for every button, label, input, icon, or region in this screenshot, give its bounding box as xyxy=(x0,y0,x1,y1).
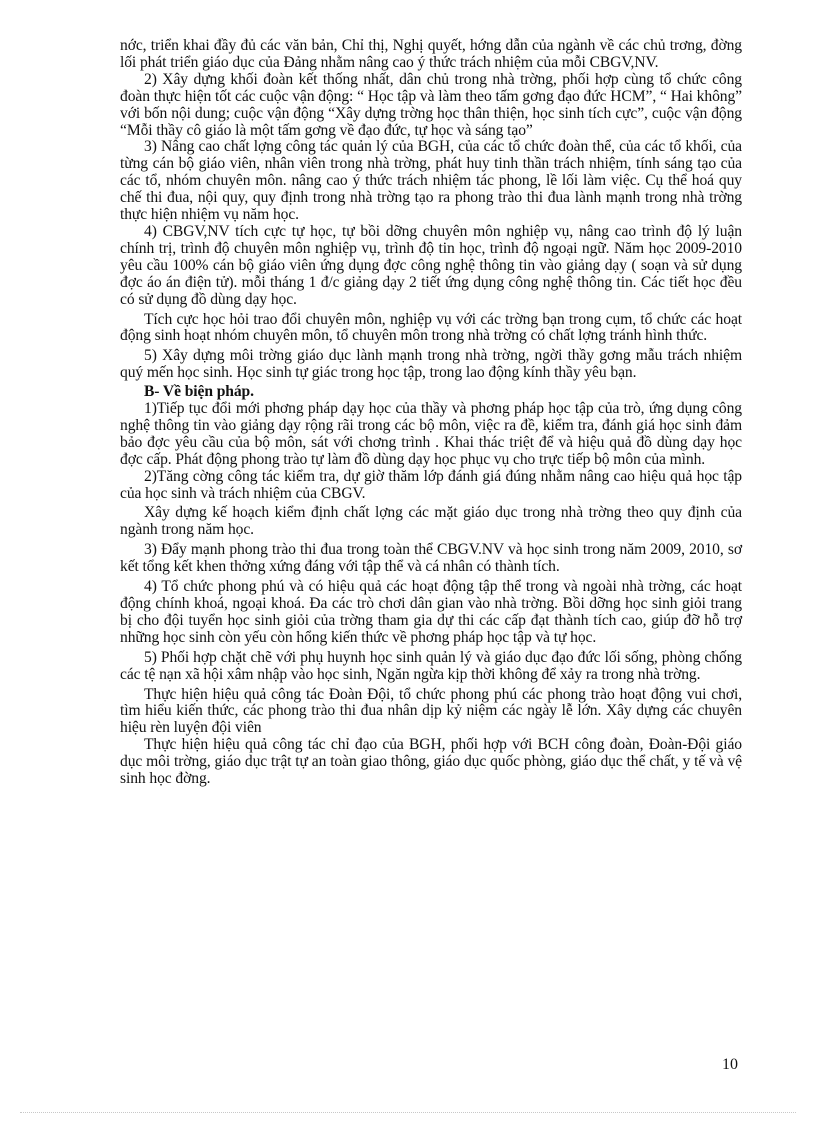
paragraph-active-learning: Tích cực học hỏi trao đổi chuyên môn, nghiệp vụ với các trờng bạn trong cụm, tổ chức các hoạt động sinh hoạt nhóm chuyên môn, tổ chuyên môn trong nhà trờng có chất lợng tránh hình thức. xyxy=(120,310,742,345)
document-body xyxy=(120,38,742,788)
paragraph-item-5: 5) Xây dựng môi trờng giáo dục lành mạnh trong nhà trờng, ngời thầy gơng mẫu trách nhiệm quý mến học sinh. Học sinh tự giác trong học tập, trong lao động kính thầy yêu bạn. xyxy=(120,347,742,382)
paragraph-item-4: 4) CBGV,NV tích cực tự học, tự bồi dỡng chuyên môn nghiệp vụ, nâng cao trình độ lý luận chính trị, trình độ chuyên môn nghiệp vụ, trình độ tin học, trình độ ngoại ngữ. Năm học 2009-2010 yêu cầu 100% cán bộ giáo viên ứng dụng đợc công nghệ thông tin vào giảng dạy ( soạn và sử dụng đợc áo án điện tử). mỗi tháng 1 đ/c giảng dạy 2 tiết ứng dụng công nghệ thông tin. Các tiết học đều có sử dụng đồ dùng dạy học. xyxy=(120,222,742,308)
paragraph-item-3: 3) Nâng cao chất lợng công tác quản lý của BGH, của các tổ chức đoàn thể, của các tổ khối, của từng cán bộ giáo viên, nhân viên trong nhà trờng, phát huy tinh thần trách nhiệm, tính sáng tạo của các tổ, nhóm chuyên môn. nâng cao ý thức trách nhiệm tác phong, lề lối làm việc. Cụ thể hoá quy chế thi đua, nội quy, quy định trong nhà trờng tạo ra phong trào thi đua lành mạnh trong nhà trờng thực hiện nhiệm vụ năm học. xyxy=(120,138,742,224)
measure-item-5: 5) Phối hợp chặt chẽ với phụ huynh học sinh quản lý và giáo dục đạo đức lối sống, phòng chống các tệ nạn xã hội xâm nhập vào học sinh, Ngăn ngừa kịp thời không để xảy ra trong nhà trờng. xyxy=(120,648,742,683)
paragraph-leadership: Thực hiện hiệu quả công tác chỉ đạo của BGH, phối hợp với BCH công đoàn, Đoàn-Đội giáo dục môi trờng, giáo dục trật tự an toàn giao thông, giáo dục quốc phòng, giáo dục thể chất, y tế và vệ sinh học đờng. xyxy=(120,736,742,788)
paragraph-item-2: 2) Xây dựng khối đoàn kết thống nhất, dân chủ trong nhà trờng, phối hợp cùng tổ chức công đoàn thực hiện tốt các cuộc vận động: “ Học tập và làm theo tấm gơng đạo đức HCM”, “ Hai không” với bốn nội dung; cuộc vận động “Xây dựng trờng học thân thiện, học sinh tích cực”, cuộc vận động “Mỗi thầy cô giáo là một tấm gơng về đạo đức, tự học và sáng tạo” xyxy=(120,70,742,139)
measure-item-1: 1)Tiếp tục đổi mới phơng pháp dạy học của thầy và phơng pháp học tập của trò, ứng dụng công nghệ thông tin vào giảng dạy rộng rãi trong các bộ môn, việc ra đề, kiểm tra, đánh giá học sinh đảm bảo đợc yêu cầu của bộ môn, sát với chơng trình . Khai thác triệt để và hiệu quả đồ dùng dạy học đợc cấp. Phát động phong trào tự làm đồ dùng dạy học phục vụ cho trực tiếp bộ môn của mình. xyxy=(120,400,742,468)
paragraph-youth-union: Thực hiện hiệu quả công tác Đoàn Đội, tổ chức phong phú các phong trào hoạt động vui chơi, tìm hiểu kiến thức, các phong trào thi đua nhân dịp kỷ niệm các ngày lễ lớn. Xây dựng các chuyên hiệu rèn luyện đội viên xyxy=(120,685,742,737)
measure-item-2: 2)Tăng cờng công tác kiểm tra, dự giờ thăm lớp đánh giá đúng nhằm nâng cao hiệu quả học tập của học sinh và trách nhiệm của CBGV. xyxy=(120,467,742,502)
paragraph-continuation: nớc, triển khai đầy đủ các văn bản, Chỉ thị, Nghị quyết, hớng dẫn của ngành về các chủ trơng, đờng lối phát triển giáo dục của Đảng nhằm nâng cao ý thức trách nhiệm của mỗi CBGV,NV. xyxy=(120,37,742,71)
page-bottom-divider xyxy=(20,1112,796,1113)
measure-item-4: 4) Tổ chức phong phú và có hiệu quả các hoạt động tập thể trong và ngoài nhà trờng, các hoạt động chính khoá, ngoại khoá. Đa các trò chơi dân gian vào nhà trờng. Bồi dỡng học sinh giỏi trang bị cho đội tuyển học sinh giỏi của trờng tham gia dự thi các cấp đạt thành tích cao, giúp đỡ hỗ trợ những học sinh còn yếu còn hổng kiến thức về phơng pháp học tập và tự học. xyxy=(120,578,742,646)
measure-item-3: 3) Đẩy mạnh phong trào thi đua trong toàn thể CBGV.NV và học sinh trong năm 2009, 2010, sơ kết tổng kết khen thởng xứng đáng với tập thể và cá nhân có thành tích. xyxy=(120,541,742,576)
section-heading-measures: B- Về biện pháp. xyxy=(144,383,254,401)
paragraph-quality-plan: Xây dựng kế hoạch kiểm định chất lợng các mặt giáo dục trong nhà trờng theo quy định của ngành trong năm học. xyxy=(120,504,742,539)
page-number: 10 xyxy=(722,1056,738,1073)
